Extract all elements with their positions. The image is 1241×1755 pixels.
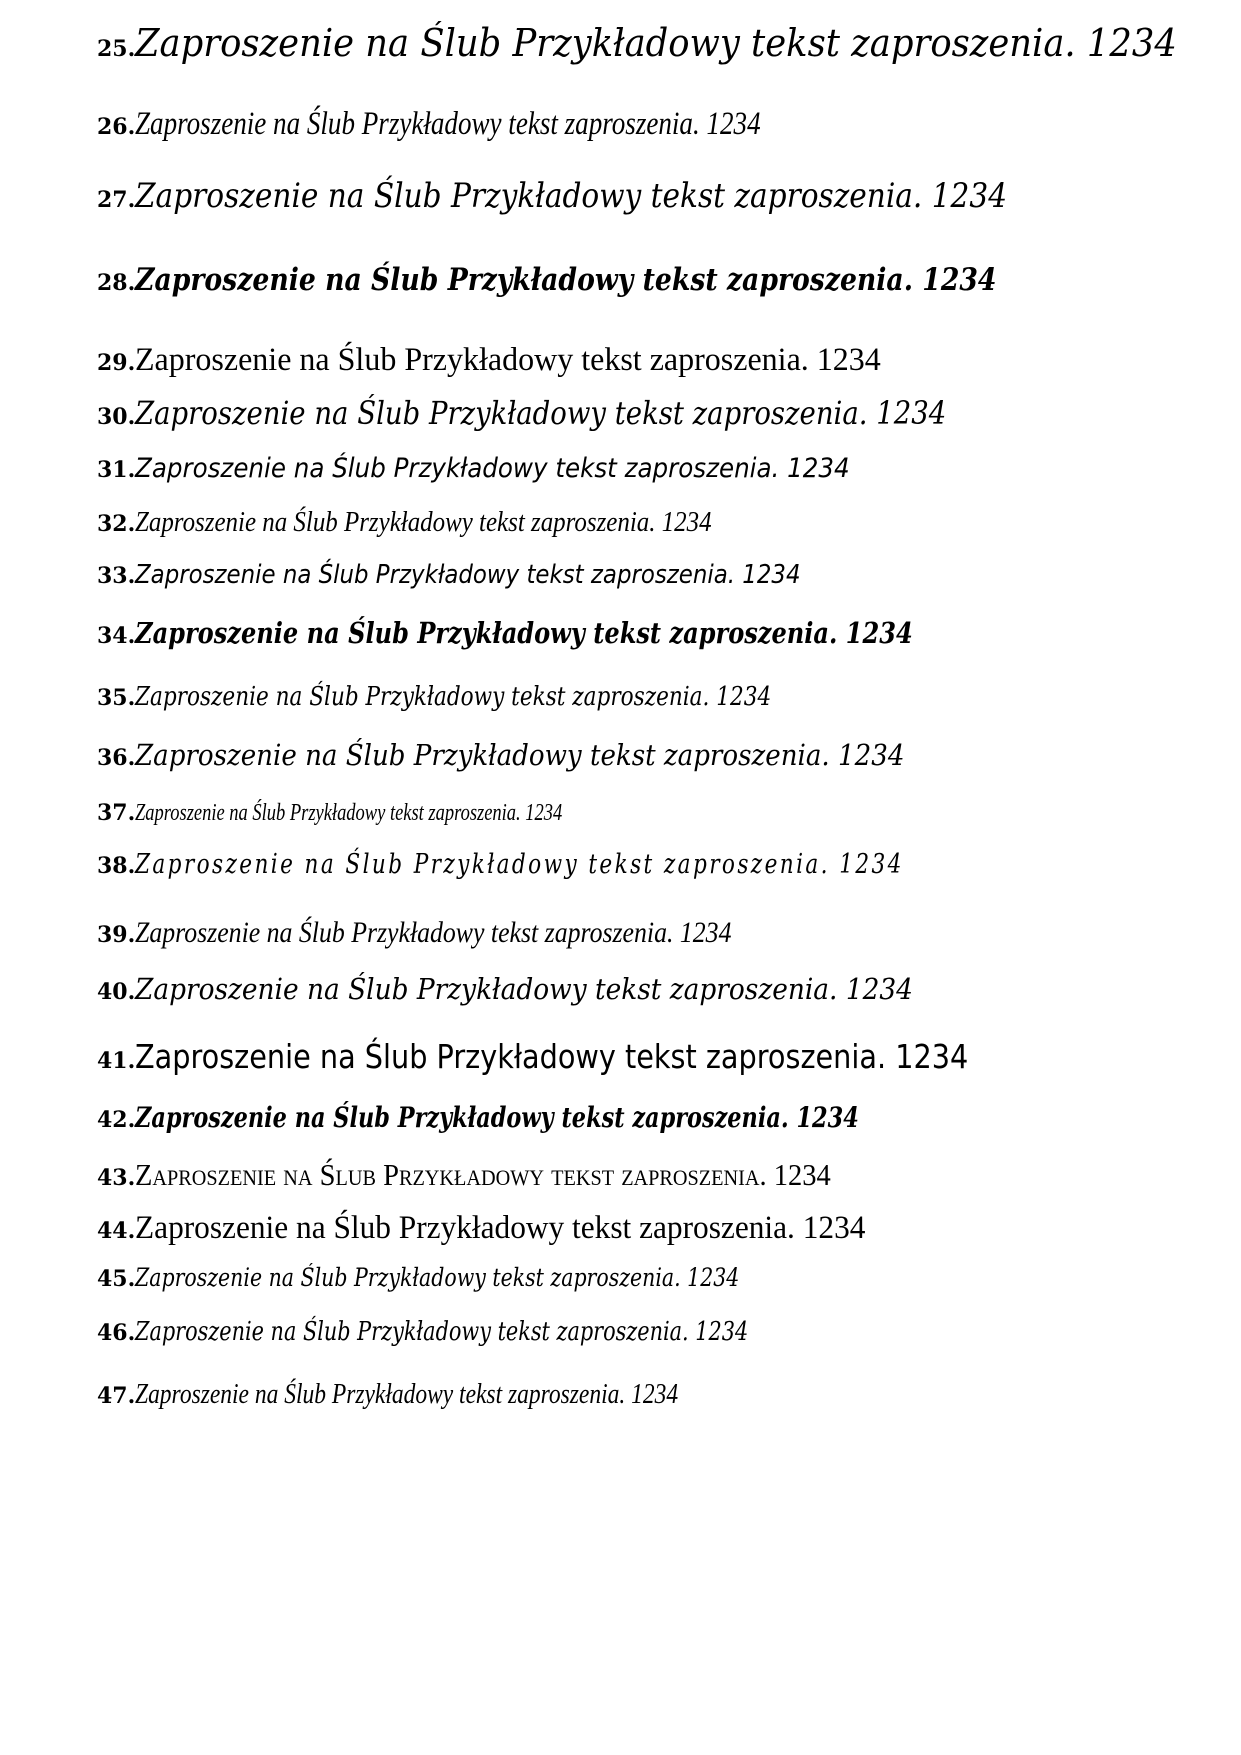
sample-line-36 — [97, 738, 990, 772]
sample-number: 40. — [97, 979, 136, 1005]
sample-text: Zaproszenie na Ślub Przykładowy tekst zaproszenia. 1234 — [135, 1037, 969, 1076]
sample-text: Zaproszenie na Ślub Przykładowy tekst zaproszenia. 1234 — [135, 394, 947, 432]
sample-text: Zaproszenie na Ślub Przykładowy tekst zaproszenia. 1234 — [135, 972, 914, 1006]
sample-number: 37. — [97, 800, 136, 826]
sample-line-35 — [97, 684, 902, 710]
sample-text: Zaproszenie na Ślub Przykładowy tekst zaproszenia. 1234 — [135, 106, 761, 142]
sample-line-31 — [97, 455, 921, 482]
sample-number: 33. — [97, 563, 136, 589]
sample-line-29 — [97, 344, 904, 377]
sample-number: 47. — [97, 1383, 136, 1409]
sample-line-26 — [97, 108, 898, 141]
sample-number: 28. — [97, 270, 136, 296]
sample-line-46 — [97, 1319, 902, 1345]
sample-text: Zaproszenie na Ślub Przykładowy tekst zaproszenia. 1234 — [135, 738, 905, 772]
sample-text: Zaproszenie na Ślub Przykładowy tekst zaproszenia. 1234 — [135, 800, 563, 826]
sample-text: Zaproszenie na Ślub Przykładowy tekst zaproszenia. 1234 — [135, 1263, 740, 1292]
sample-line-47 — [97, 1380, 806, 1409]
sample-line-40 — [97, 972, 990, 1006]
sample-number: 25. — [97, 36, 136, 62]
sample-text: Zaproszenie na Ślub Przykładowy tekst zaproszenia. 1234 — [135, 176, 1008, 216]
sample-line-34 — [97, 616, 1072, 650]
sample-line-42 — [97, 1101, 1040, 1134]
sample-number: 41. — [97, 1048, 136, 1074]
sample-line-30 — [97, 394, 1079, 432]
sample-line-28 — [97, 262, 1137, 298]
sample-text: Zaproszenie na Ślub Przykładowy tekst zaproszenia. 1234 — [135, 682, 772, 712]
sample-text: Zaproszenie na Ślub Przykładowy tekst zaproszenia. 1234 — [135, 506, 712, 538]
sample-number: 46. — [97, 1320, 136, 1346]
sample-number: 42. — [97, 1107, 136, 1133]
sample-line-25 — [97, 21, 1241, 65]
sample-line-44 — [97, 1212, 904, 1245]
sample-text: Zaproszenie na Ślub Przykładowy tekst zaproszenia. 1234 — [135, 453, 850, 484]
sample-text: Zaproszenie na Ślub Przykładowy tekst zaproszenia. 1234 — [135, 916, 732, 949]
sample-line-39 — [97, 918, 829, 948]
sample-number: 39. — [97, 922, 136, 948]
sample-text: Zaproszenie na Ślub Przykładowy tekst zaproszenia. 1234 — [135, 1378, 679, 1410]
sample-number: 32. — [97, 511, 136, 537]
sample-line-41 — [97, 1037, 1093, 1076]
sample-line-27 — [97, 176, 1138, 216]
sample-line-43 — [97, 1159, 892, 1190]
sample-text: Zaproszenie na Ślub Przykładowy tekst zaproszenia. 1234 — [135, 616, 914, 650]
sample-line-33 — [97, 562, 892, 588]
sample-number: 31. — [97, 457, 136, 483]
sample-number: 30. — [97, 404, 136, 430]
sample-text: Zaproszenie na Ślub Przykładowy tekst zaproszenia. 1234 — [135, 1317, 749, 1347]
sample-number: 35. — [97, 685, 136, 711]
sample-text: Zaproszenie na Ślub Przykładowy tekst zaproszenia. 1234 — [135, 1210, 866, 1246]
sample-number: 26. — [97, 114, 136, 140]
sample-number: 44. — [97, 1218, 136, 1244]
sample-line-38 — [97, 851, 1096, 878]
sample-number: 36. — [97, 745, 136, 771]
sample-text: Zaproszenie na Ślub Przykładowy tekst zaproszenia. 1234 — [135, 262, 997, 298]
sample-line-45 — [97, 1265, 872, 1290]
sample-line-32 — [97, 508, 806, 537]
sample-number: 34. — [97, 623, 136, 649]
sample-number: 29. — [97, 350, 136, 376]
sample-number: 45. — [97, 1266, 136, 1292]
sample-number: 43. — [97, 1165, 136, 1191]
sample-text: Zaproszenie na Ślub Przykładowy tekst zaproszenia. 1234 — [135, 560, 801, 590]
sample-number: 38. — [97, 853, 136, 879]
sample-text: Zaproszenie na Ślub Przykładowy tekst zaproszenia. 1234 — [135, 1101, 860, 1134]
sample-text: Zaproszenie na Ślub Przykładowy tekst zaproszenia. 1234 — [135, 1157, 832, 1192]
sample-text: Zaproszenie na Ślub Przykładowy tekst zaproszenia. 1234 — [135, 342, 882, 378]
sample-line-37 — [97, 801, 690, 825]
sample-number: 27. — [97, 187, 136, 213]
sample-text: Zaproszenie na Ślub Przykładowy tekst zaproszenia. 1234 — [135, 21, 1178, 65]
sample-text: Zaproszenie na Ślub Przykładowy tekst zaproszenia. 1234 — [135, 849, 905, 880]
